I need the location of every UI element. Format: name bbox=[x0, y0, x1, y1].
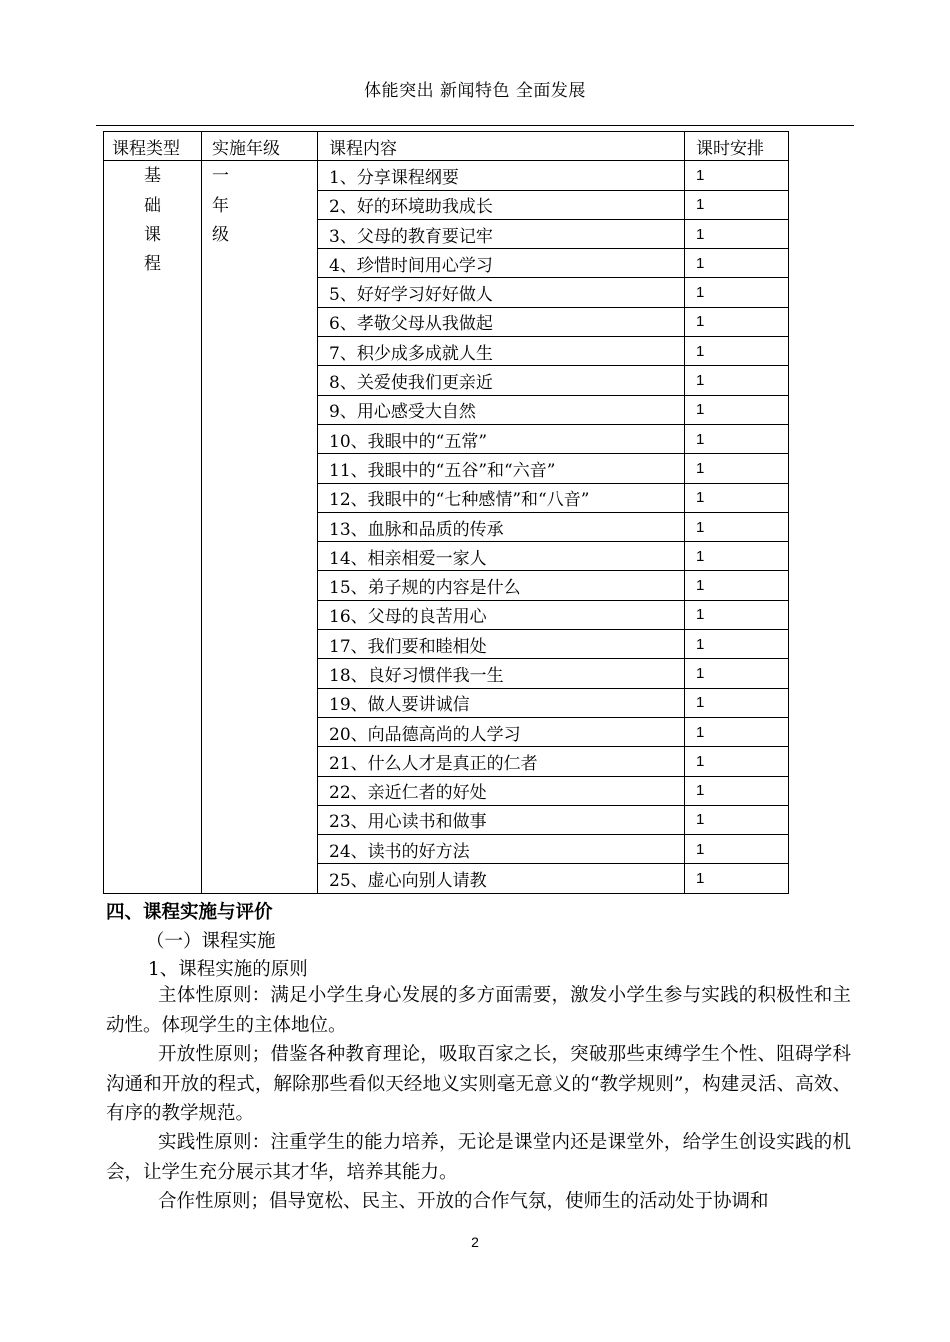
course-type-char: 础 bbox=[144, 195, 161, 216]
lesson-hours: 1 bbox=[685, 571, 789, 600]
paragraph-subjectivity: 主体性原则：满足小学生身心发展的多方面需要，激发小学生参与实践的积极性和主动性。体现学生的主体地位。 bbox=[106, 985, 851, 1036]
subsection-title: （一）课程实施 bbox=[146, 931, 276, 952]
page-header-title: 体能突出 新闻特色 全面发展 bbox=[364, 81, 586, 101]
lesson-hours: 1 bbox=[685, 776, 789, 805]
lesson-hours: 1 bbox=[685, 600, 789, 629]
lesson-hours: 1 bbox=[685, 424, 789, 453]
section-title: 四、课程实施与评价 bbox=[106, 902, 273, 923]
table-row bbox=[104, 161, 789, 190]
header-divider bbox=[96, 125, 854, 126]
lesson-content: 20、向品德高尚的人学习 bbox=[318, 717, 685, 746]
paragraph-practicality: 实践性原则：注重学生的能力培养，无论是课堂内还是课堂外，给学生创设实践的机会，让学生充分展示其才华，培养其能力。 bbox=[106, 1132, 851, 1183]
lesson-hours: 1 bbox=[685, 307, 789, 336]
lesson-content: 9、用心感受大自然 bbox=[318, 395, 685, 424]
lesson-content: 10、我眼中的“五常” bbox=[318, 424, 685, 453]
lesson-content: 15、弟子规的内容是什么 bbox=[318, 571, 685, 600]
lesson-content: 19、做人要讲诚信 bbox=[318, 688, 685, 717]
lesson-content: 5、好好学习好好做人 bbox=[318, 278, 685, 307]
lesson-hours: 1 bbox=[685, 717, 789, 746]
lesson-hours: 1 bbox=[685, 366, 789, 395]
page-number: 2 bbox=[471, 1234, 479, 1250]
lesson-content: 2、好的环境助我成长 bbox=[318, 190, 685, 219]
lesson-hours: 1 bbox=[685, 249, 789, 278]
header-hours: 课时安排 bbox=[685, 132, 789, 161]
course-type-char: 课 bbox=[144, 224, 161, 245]
subsubsection-title: 1、课程实施的原则 bbox=[148, 959, 308, 980]
lesson-hours: 1 bbox=[685, 542, 789, 571]
lesson-hours: 1 bbox=[685, 864, 789, 893]
lesson-content: 13、血脉和品质的传承 bbox=[318, 512, 685, 541]
lesson-hours: 1 bbox=[685, 337, 789, 366]
lesson-hours: 1 bbox=[685, 659, 789, 688]
lesson-content: 6、孝敬父母从我做起 bbox=[318, 307, 685, 336]
lesson-content: 18、良好习惯伴我一生 bbox=[318, 659, 685, 688]
lesson-content: 8、关爱使我们更亲近 bbox=[318, 366, 685, 395]
lesson-hours: 1 bbox=[685, 835, 789, 864]
lesson-content: 4、珍惜时间用心学习 bbox=[318, 249, 685, 278]
grade-char: 级 bbox=[212, 224, 229, 245]
header-grade: 实施年级 bbox=[202, 132, 318, 161]
lesson-hours: 1 bbox=[685, 278, 789, 307]
lesson-content: 1、分享课程纲要 bbox=[318, 161, 685, 190]
lesson-hours: 1 bbox=[685, 630, 789, 659]
lesson-hours: 1 bbox=[685, 483, 789, 512]
lesson-hours: 1 bbox=[685, 512, 789, 541]
paragraph-openness: 开放性原则；借鉴各种教育理论，吸取百家之长，突破那些束缚学生个性、阻碍学科沟通和开放的程式，解除那些看似天经地义实则毫无意义的“教学规则”，构建灵活、高效、有序的教学规范。 bbox=[106, 1044, 851, 1124]
table-header-row bbox=[104, 132, 789, 161]
grade-char: 年 bbox=[212, 195, 229, 216]
lesson-content: 7、积少成多成就人生 bbox=[318, 337, 685, 366]
header-course-type: 课程类型 bbox=[104, 132, 202, 161]
lesson-content: 23、用心读书和做事 bbox=[318, 805, 685, 834]
course-type-char: 程 bbox=[144, 253, 161, 274]
lesson-content: 11、我眼中的“五谷”和“六音” bbox=[318, 454, 685, 483]
lesson-content: 12、我眼中的“七种感情”和“八音” bbox=[318, 483, 685, 512]
course-table bbox=[103, 131, 789, 894]
lesson-hours: 1 bbox=[685, 688, 789, 717]
lesson-hours: 1 bbox=[685, 219, 789, 248]
lesson-hours: 1 bbox=[685, 454, 789, 483]
lesson-content: 3、父母的教育要记牢 bbox=[318, 219, 685, 248]
course-type-cell bbox=[104, 161, 202, 893]
header-content: 课程内容 bbox=[318, 132, 685, 161]
grade-char: 一 bbox=[212, 166, 229, 187]
grade-cell bbox=[202, 161, 318, 893]
course-table-body bbox=[104, 161, 789, 893]
lesson-content: 22、亲近仁者的好处 bbox=[318, 776, 685, 805]
course-type-char: 基 bbox=[144, 166, 161, 187]
lesson-content: 17、我们要和睦相处 bbox=[318, 630, 685, 659]
lesson-content: 25、虚心向别人请教 bbox=[318, 864, 685, 893]
lesson-content: 24、读书的好方法 bbox=[318, 835, 685, 864]
lesson-hours: 1 bbox=[685, 190, 789, 219]
lesson-hours: 1 bbox=[685, 161, 789, 190]
paragraph-cooperation: 合作性原则；倡导宽松、民主、开放的合作气氛，使师生的活动处于协调和 bbox=[158, 1191, 769, 1212]
lesson-content: 16、父母的良苦用心 bbox=[318, 600, 685, 629]
lesson-hours: 1 bbox=[685, 395, 789, 424]
lesson-content: 21、什么人才是真正的仁者 bbox=[318, 747, 685, 776]
lesson-content: 14、相亲相爱一家人 bbox=[318, 542, 685, 571]
lesson-hours: 1 bbox=[685, 747, 789, 776]
lesson-hours: 1 bbox=[685, 805, 789, 834]
